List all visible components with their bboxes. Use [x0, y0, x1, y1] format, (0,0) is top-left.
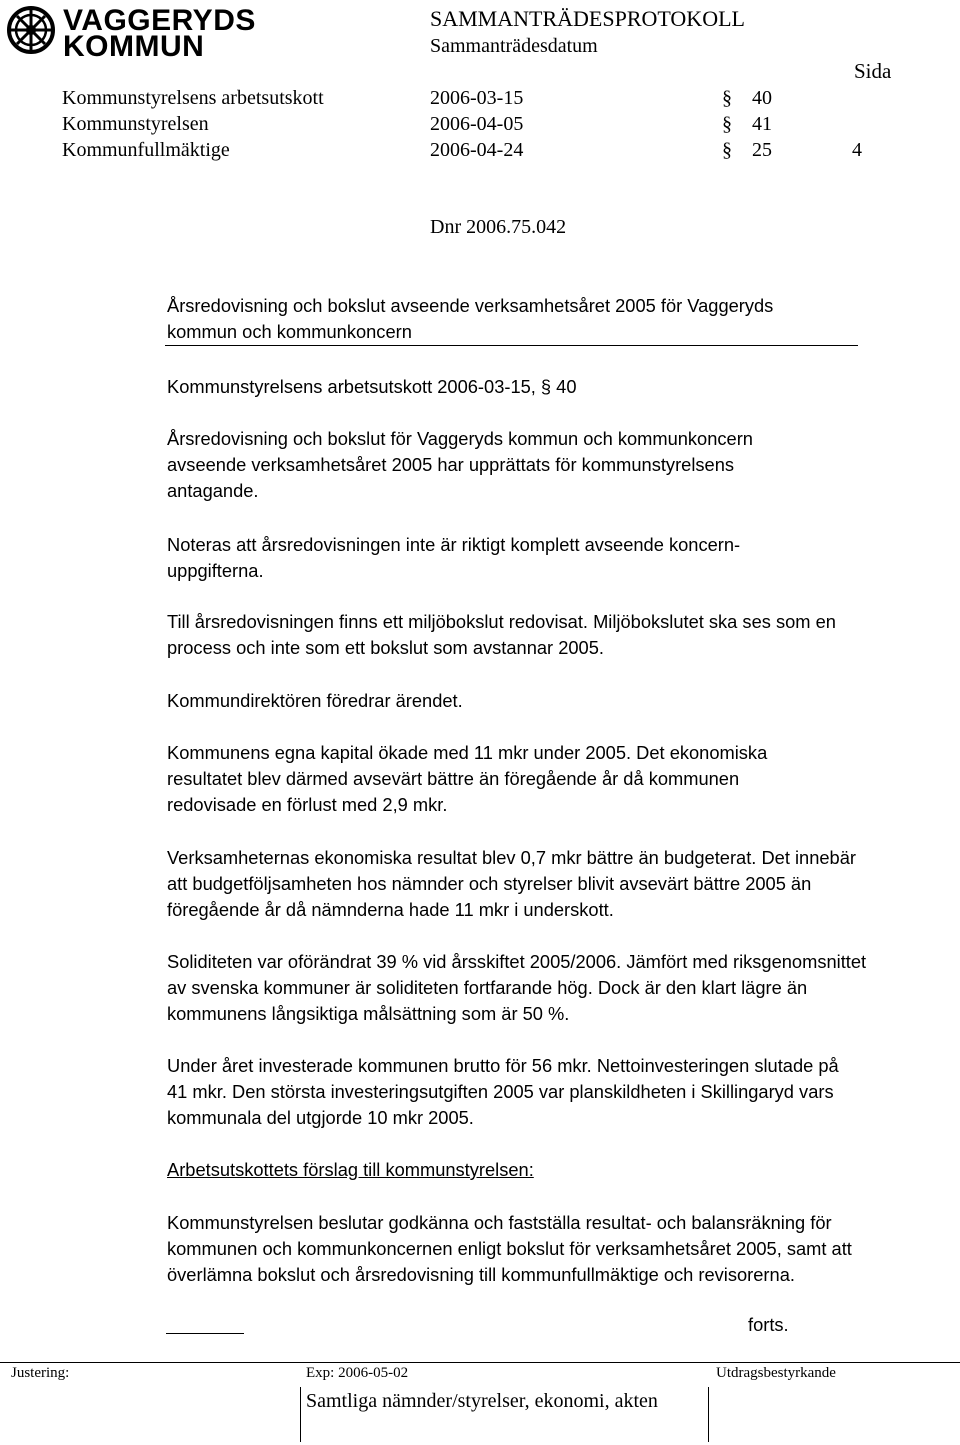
subject-line-2: kommun och kommunkoncern	[167, 321, 412, 342]
meeting-body-1: Kommunstyrelsens arbetsutskott	[62, 87, 324, 109]
paragraph-sign-2: §	[722, 113, 732, 135]
document-subtitle: Sammanträdesdatum	[430, 35, 598, 57]
paragraph-5: Kommundirektören föredrar ärendet.	[167, 690, 463, 711]
subject-underline	[165, 345, 858, 346]
diary-number: Dnr 2006.75.042	[430, 216, 567, 238]
proposal-text: Kommunstyrelsen beslutar godkänna och fastställa resultat- och balansräkning för kommunen och kommunkoncernen enligt bokslut för verksamhetsåret 2005, samt att överlämna bokslut och årsredovisning till kommunfullmäktige och revisorerna.	[167, 1212, 852, 1285]
meeting-date-2: 2006-04-05	[430, 113, 524, 135]
paragraph-sign-3: §	[722, 139, 732, 161]
meeting-date-3: 2006-04-24	[430, 139, 524, 161]
justering-label: Justering:	[11, 1365, 70, 1381]
distribution-list: Samtliga nämnder/styrelser, ekonomi, akten	[306, 1390, 658, 1412]
continued-note: forts.	[748, 1314, 789, 1335]
municipality-emblem-icon	[6, 4, 56, 56]
subject-heading	[167, 293, 867, 345]
footer-top-rule	[0, 1362, 960, 1363]
document-title: SAMMANTRÄDESPROTOKOLL	[430, 6, 745, 31]
signature-line	[166, 1333, 244, 1334]
paragraph-1: Kommunstyrelsens arbetsutskott 2006-03-15, § 40	[167, 376, 577, 397]
proposal-heading: Arbetsutskottets förslag till kommunstyrelsen:	[167, 1159, 534, 1180]
page-label: Sida	[854, 59, 892, 83]
footer-divider-left	[300, 1387, 301, 1442]
meeting-date-1: 2006-03-15	[430, 87, 524, 109]
paragraph-7: Verksamheternas ekonomiska resultat blev 0,7 mkr bättre än budgeterat. Det innebär att budgetföljsamheten hos nämnder och styrelser blivit avsevärt bättre 2005 än föregående år då nämnderna hade 11 mkr i underskott.	[167, 847, 856, 920]
paragraph-9: Under året investerade kommunen brutto för 56 mkr. Nettoinvesteringen slutade på 41 mkr. Den största investeringsutgiften 2005 var planskildheten i Skillingaryd vars kommunala del utgjorde 10 mkr 2005.	[167, 1055, 839, 1128]
extract-certification-label: Utdragsbestyrkande	[716, 1365, 836, 1381]
footer-divider-right	[708, 1387, 709, 1442]
expedition-date: Exp: 2006-05-02	[306, 1365, 409, 1381]
paragraph-2: Årsredovisning och bokslut för Vaggeryds kommun och kommunkoncern avseende verksamhetsåret 2005 har upprättats för kommunstyrelsens antagande.	[167, 428, 753, 501]
paragraph-sign-1: §	[722, 87, 732, 109]
meeting-paragraph-2: 41	[752, 113, 772, 135]
page-number: 4	[852, 139, 862, 161]
paragraph-4: Till årsredovisningen finns ett miljöbokslut redovisat. Miljöbokslutet ska ses som en process och inte som ett bokslut som avstannar 2005.	[167, 611, 836, 658]
paragraph-8: Soliditeten var oförändrat 39 % vid årsskiftet 2005/2006. Jämfört med riksgenomsnittet av svenska kommuner är soliditeten fortfarande hög. Dock är den klart lägre än kommunens långsiktiga målsättning som är 50 %.	[167, 951, 867, 1024]
meeting-paragraph-3: 25	[752, 139, 772, 161]
paragraph-3: Noteras att årsredovisningen inte är riktigt komplett avseende koncern-uppgifterna.	[167, 534, 741, 581]
subject-line-1: Årsredovisning och bokslut avseende verksamhetsåret 2005 för Vaggeryds	[167, 295, 774, 316]
paragraph-6: Kommunens egna kapital ökade med 11 mkr under 2005. Det ekonomiska resultatet blev därmed avsevärt bättre än föregående år då kommunen redovisade en förlust med 2,9 mkr.	[167, 742, 768, 815]
logo-text-line1: VAGGERYDS	[63, 4, 256, 37]
meeting-paragraph-1: 40	[752, 87, 772, 109]
logo-text-line2: KOMMUN	[63, 30, 205, 63]
meeting-body-3: Kommunfullmäktige	[62, 139, 230, 161]
meeting-body-2: Kommunstyrelsen	[62, 113, 209, 135]
